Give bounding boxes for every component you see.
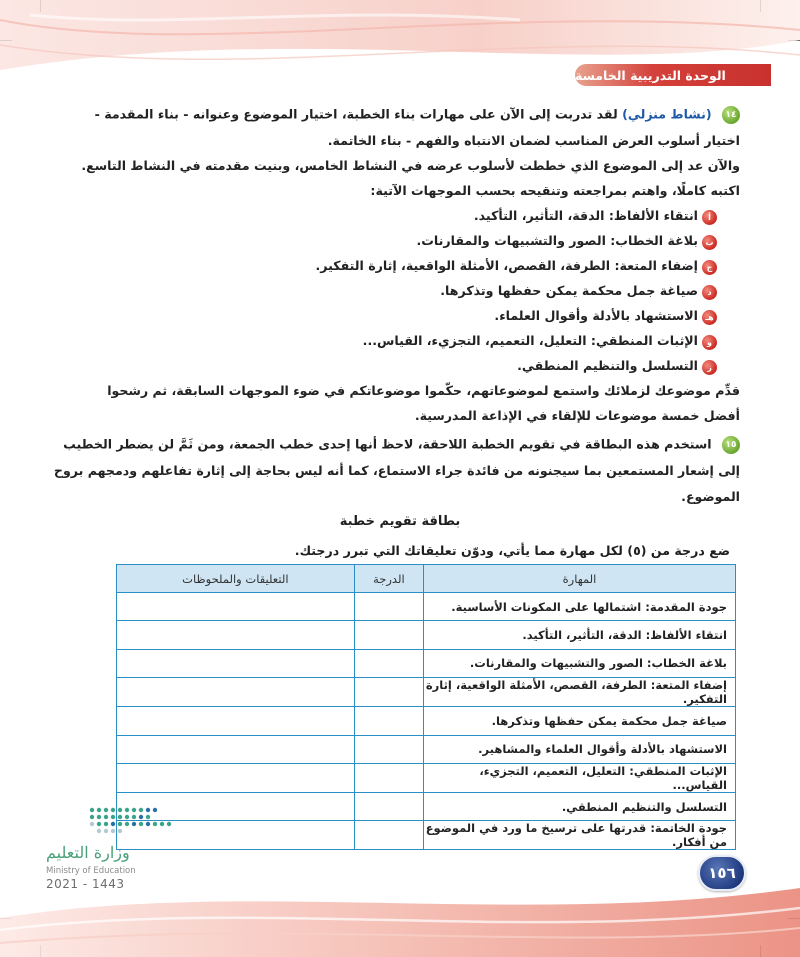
bullet-e: هـ <box>702 310 717 325</box>
notes-cell[interactable] <box>117 707 355 735</box>
notes-cell[interactable] <box>117 649 355 677</box>
ministry-name-arabic: وزارة التعليم <box>46 843 130 862</box>
bullet-g: ز <box>702 360 717 375</box>
table-row <box>117 735 736 763</box>
skill-cell: جودة المقدمة: اشتمالها على المكونات الأساسية. <box>424 593 736 621</box>
table-row <box>117 763 736 792</box>
notes-cell[interactable] <box>117 678 355 707</box>
notes-cell[interactable] <box>117 593 355 621</box>
notes-cell[interactable] <box>117 763 355 792</box>
grade-cell[interactable] <box>354 821 423 850</box>
guideline-item: الإثبات المنطقي: التعليل، التعميم، التجزيء، القياس... <box>362 333 698 348</box>
skill-cell: صياغة جمل محكمة يمكن حفظها وتذكرها. <box>424 707 736 735</box>
table-row <box>117 821 736 850</box>
table-header-row <box>117 565 736 593</box>
unit-title-banner <box>575 64 771 86</box>
activity-15-line-2: إلى إشعار المستمعين بما سيجنونه من فائدة جراء الاستماع، كما أنه ليس بحاجة إلى إثارة تفاعلهم ودمجهم بروح <box>53 463 740 478</box>
grade-cell[interactable] <box>354 792 423 820</box>
skill-cell: جودة الخاتمة: قدرتها على ترسيخ ما ورد في الموضوع من أفكار. <box>424 821 736 850</box>
grade-cell[interactable] <box>354 735 423 763</box>
guideline-item: التسلسل والتنظيم المنطقي. <box>517 358 698 373</box>
edition-year: 2021 - 1443 <box>46 877 125 891</box>
card-title: بطاقة تقويم خطبة <box>339 514 461 529</box>
grade-cell[interactable] <box>354 707 423 735</box>
activity-label: (نشاط منزلي) <box>622 106 712 122</box>
evaluation-table <box>116 564 736 850</box>
table-row <box>117 593 736 621</box>
page-number: ١٥٦ <box>698 855 746 891</box>
activity-text: استخدم هذه البطاقة في تقويم الخطبة اللاحقة، لاحظ أنها إحدى خطب الجمعة، ومن ثَمَّ لن يضطر الخطيب <box>63 436 712 452</box>
header-decoration <box>0 0 800 110</box>
guideline-item: إضفاء المتعة: الطرفة، القصص، الأمثلة الواقعية، إثارة التفكير. <box>315 258 698 273</box>
ministry-name-english: Ministry of Education <box>46 866 136 876</box>
table-row <box>117 678 736 707</box>
activity-14-closing-1: قدِّم موضوعك لزملائك واستمع لموضوعاتهم، حكّموا موضوعاتكم في ضوء الموجهات السابقة، ثم رشحوا <box>107 383 740 398</box>
activity-14-closing-2: أفضل خمسة موضوعات للإلقاء في الإذاعة المدرسية. <box>414 408 740 423</box>
skill-cell: التسلسل والتنظيم المنطقي. <box>424 792 736 820</box>
unit-title: الوحدة التدريبية الخامسة <box>575 67 726 83</box>
guideline-item: صياغة جمل محكمة يمكن حفظها وتذكرها. <box>440 283 698 298</box>
activity-text: لقد تدربت إلى الآن على مهارات بناء الخطبة، اختيار الموضوع وعنوانه - بناء المقدمة - <box>94 106 618 122</box>
column-header-grade: الدرجة <box>354 565 423 593</box>
table-row <box>117 621 736 649</box>
bullet-d: د <box>702 285 717 300</box>
skill-cell: الاستشهاد بالأدلة وأقوال العلماء والمشاهير. <box>424 735 736 763</box>
activity-14-line-1 <box>94 106 740 124</box>
guideline-item: بلاغة الخطاب: الصور والتشبيهات والمقارنات. <box>416 233 698 248</box>
table-row <box>117 792 736 820</box>
activity-14-line-3: والآن عد إلى الموضوع الذي خططت لأسلوب عرضه في النشاط الخامس، وبنيت مقدمته في النشاط التاسع. <box>81 158 740 173</box>
guideline-item: الاستشهاد بالأدلة وأقوال العلماء. <box>494 308 698 323</box>
activity-15-line-3: الموضوع. <box>681 489 740 504</box>
grade-cell[interactable] <box>354 678 423 707</box>
bullet-f: و <box>702 335 717 350</box>
grade-cell[interactable] <box>354 649 423 677</box>
bullet-c: ج <box>702 260 717 275</box>
table-row <box>117 707 736 735</box>
activity-number-badge: ١٤ <box>722 106 740 124</box>
column-header-skill: المهارة <box>424 565 736 593</box>
activity-15-line-1 <box>63 436 740 454</box>
bullet-a: أ <box>702 210 717 225</box>
bullet-b: ب <box>702 235 717 250</box>
activity-number-badge: ١٥ <box>722 436 740 454</box>
skill-cell: إضفاء المتعة: الطرفة، القصص، الأمثلة الواقعية، إثارة التفكير. <box>424 678 736 707</box>
notes-cell[interactable] <box>117 735 355 763</box>
skill-cell: الإثبات المنطقي: التعليل، التعميم، التجزيء، القياس... <box>424 763 736 792</box>
card-instruction: ضع درجة من (٥) لكل مهارة مما يأتي، ودوّن تعليقاتك التي تبرر درجتك. <box>294 543 730 558</box>
grade-cell[interactable] <box>354 763 423 792</box>
grade-cell[interactable] <box>354 593 423 621</box>
skill-cell: انتقاء الألفاظ: الدقة، التأثير، التأكيد. <box>424 621 736 649</box>
guideline-item: انتقاء الألفاظ: الدقة، التأثير، التأكيد. <box>473 208 698 223</box>
grade-cell[interactable] <box>354 621 423 649</box>
skill-cell: بلاغة الخطاب: الصور والتشبيهات والمقارنات. <box>424 649 736 677</box>
notes-cell[interactable] <box>117 621 355 649</box>
activity-14-line-4: اكتبه كاملًا، واهتم بمراجعته وتنقيحه بحسب الموجهات الآتية: <box>370 183 740 198</box>
table-row <box>117 649 736 677</box>
column-header-notes: التعليقات والملحوظات <box>117 565 355 593</box>
activity-14-line-2: اختيار أسلوب العرض المناسب لضمان الانتباه والفهم - بناء الخاتمة. <box>327 133 740 148</box>
